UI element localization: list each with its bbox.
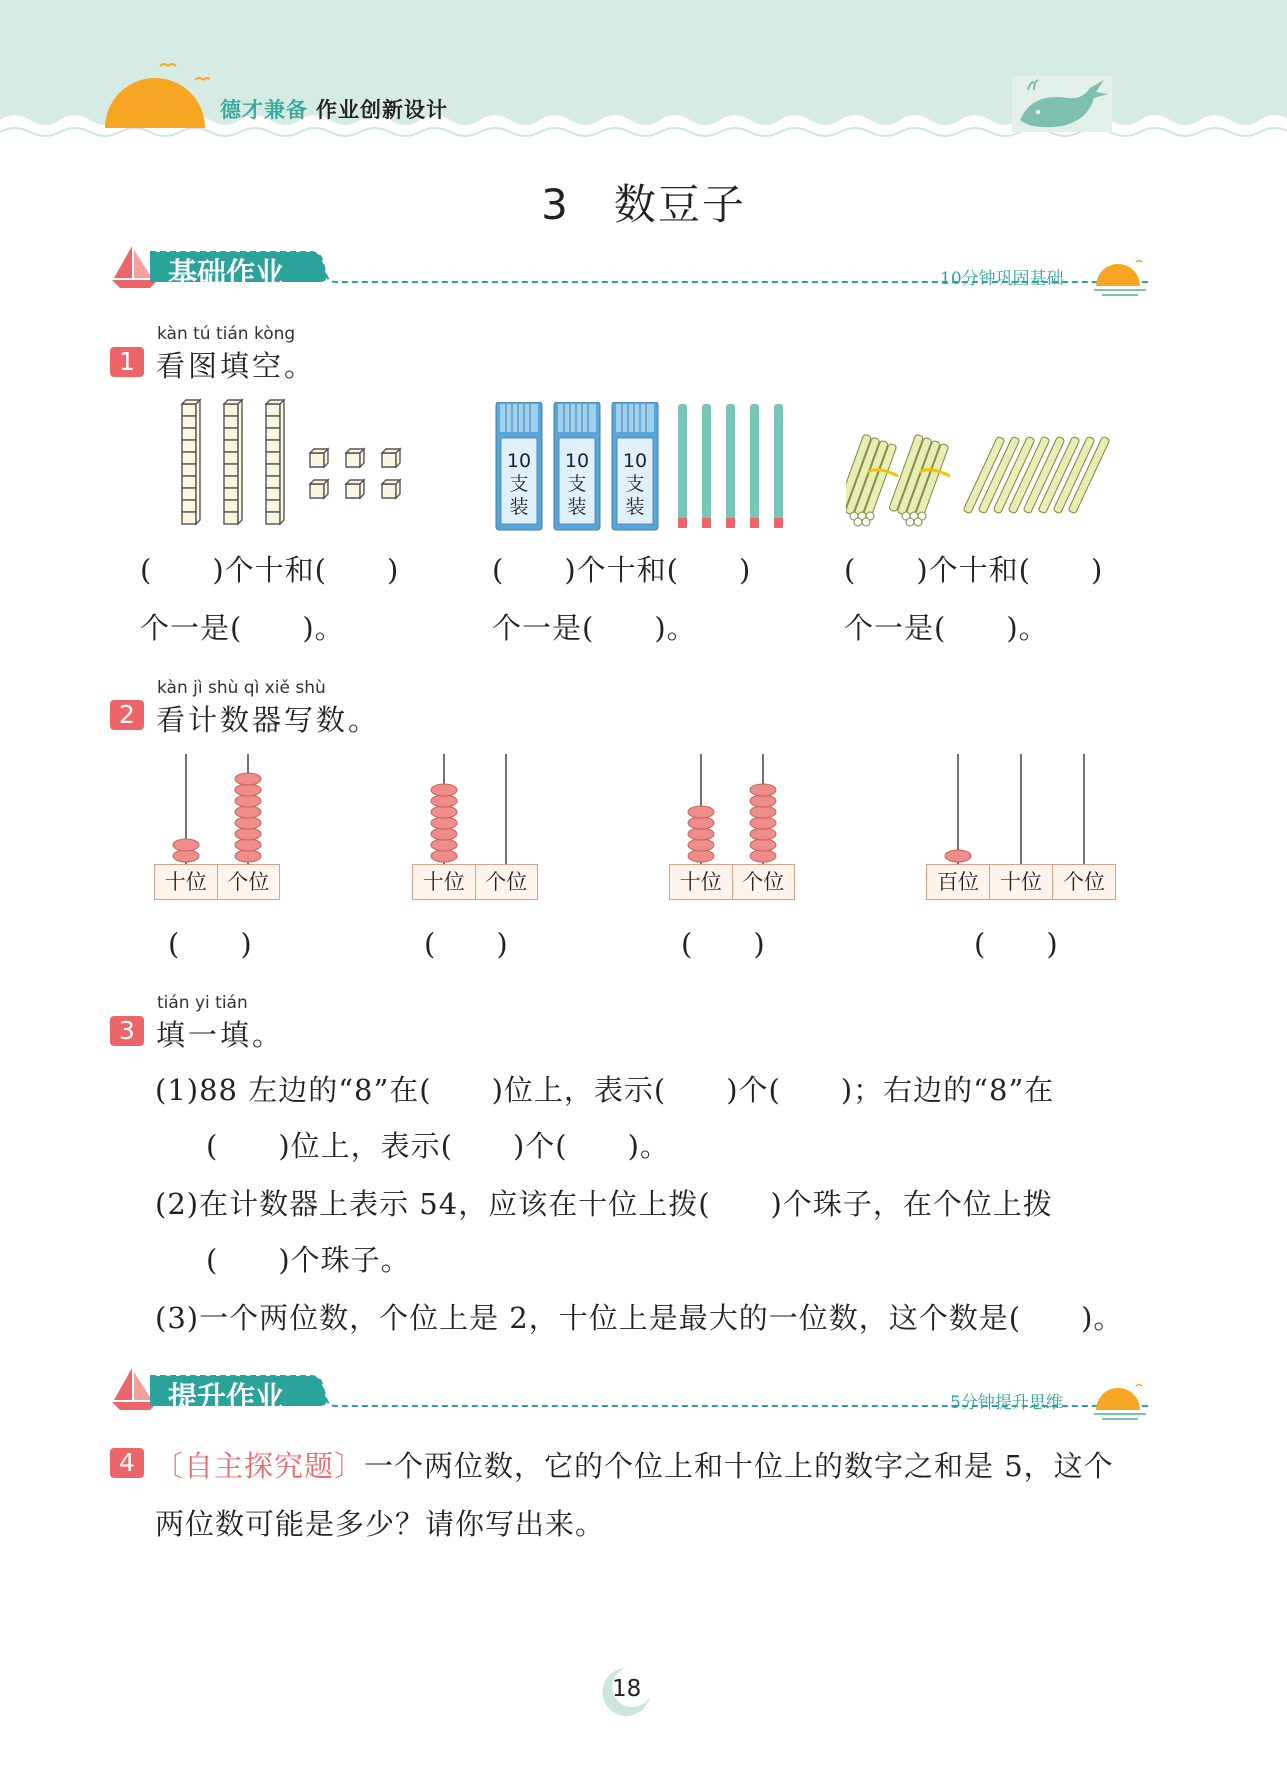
abacus-bead — [750, 850, 776, 862]
q1-base-ten-blocks — [174, 398, 414, 528]
abacus-bead — [750, 806, 776, 818]
abacus-bead — [750, 784, 776, 796]
q3-pinyin: tián yi tián — [157, 993, 248, 1013]
q4-text-1: 一个两位数，它的个位上和十位上的数字之和是 5，这个 — [364, 1449, 1114, 1483]
abacus-bead — [235, 784, 261, 796]
rod-unit — [224, 488, 238, 500]
q2-number-badge: 2 — [110, 700, 144, 730]
rod-unit — [224, 464, 238, 476]
label-hundreds: 百位 — [927, 865, 990, 899]
abacus-3 — [669, 752, 795, 902]
q3-part3-line1[interactable]: (3)一个两位数，个位上是 2，十位上是最大的一位数，这个数是( )。 — [155, 1301, 1124, 1335]
pack-label: 10 支 装 — [506, 450, 532, 518]
label-tens: 十位 — [155, 865, 218, 899]
q1-pinyin: kàn tú tián kòng — [157, 324, 296, 344]
abacus-bead — [431, 828, 457, 840]
rod-unit — [266, 440, 280, 452]
page-number: 18 — [612, 1676, 642, 1702]
q4-tag: 〔自主探究题〕 — [154, 1449, 365, 1483]
q2-answer-2[interactable]: ( ) — [424, 927, 509, 961]
q1-blank-3a[interactable]: ( )个十和( ) — [844, 553, 1104, 587]
abacus-bead — [945, 850, 971, 862]
abacus-rods — [669, 752, 795, 864]
brand-dark: 作业创新设计 — [316, 98, 448, 122]
rod-unit — [182, 464, 196, 476]
rod-unit — [182, 452, 196, 464]
abacus-bead — [173, 850, 199, 862]
rod-unit — [266, 488, 280, 500]
q1-blank-1b[interactable]: 个一是( )。 — [140, 611, 345, 645]
sun-logo-icon — [100, 58, 210, 130]
rod-unit — [182, 512, 196, 524]
abacus-bead — [431, 850, 457, 862]
rod-unit — [224, 440, 238, 452]
rod-unit — [182, 428, 196, 440]
abacus-rods — [926, 752, 1116, 864]
q3-part1-line2[interactable]: ( )位上，表示( )个( )。 — [206, 1129, 670, 1163]
abacus-bead — [431, 817, 457, 829]
abacus-bead — [750, 795, 776, 807]
abacus-bead — [235, 795, 261, 807]
rod-unit — [266, 416, 280, 428]
label-ones: 个位 — [1063, 870, 1105, 894]
rod-unit — [224, 512, 238, 524]
abacus-bead — [431, 839, 457, 851]
rod-unit — [182, 476, 196, 488]
rod-unit — [182, 440, 196, 452]
abacus-bead — [688, 839, 714, 851]
brand-green: 德才兼备 — [220, 98, 308, 122]
q3-part1-line1[interactable]: (1)88 左边的“8”在( )位上，表示( )个( )；右边的“8”在 — [155, 1073, 1055, 1107]
rod-unit — [182, 500, 196, 512]
q3-title: 填一填。 — [156, 1018, 285, 1052]
q3-number-badge: 3 — [110, 1016, 144, 1046]
q1-blank-1a[interactable]: ( )个十和( ) — [140, 553, 400, 587]
abacus-bead — [750, 817, 776, 829]
abacus-rods — [412, 752, 538, 864]
abacus-4 — [926, 752, 1116, 902]
rod-unit — [266, 428, 280, 440]
small-sun-icon — [1092, 1380, 1148, 1424]
abacus-bead — [235, 806, 261, 818]
section-advanced-title: 提升作业 — [168, 1380, 285, 1414]
abacus-1 — [154, 752, 280, 902]
label-ones: 个位 — [742, 870, 785, 894]
rod-unit — [224, 404, 238, 416]
rod-unit — [182, 488, 196, 500]
whale-icon — [1012, 76, 1112, 132]
q4-line2: 两位数可能是多少？请你写出来。 — [155, 1507, 606, 1541]
rod-unit — [182, 404, 196, 416]
abacus-bead — [235, 817, 261, 829]
rod-unit — [224, 416, 238, 428]
abacus-bead — [688, 850, 714, 862]
rod-unit — [266, 512, 280, 524]
abacus-bead — [688, 806, 714, 818]
q2-title: 看计数器写数。 — [156, 703, 381, 737]
abacus-bead — [688, 817, 714, 829]
label-ones: 个位 — [485, 870, 528, 894]
abacus-bead — [235, 828, 261, 840]
q1-blank-2b[interactable]: 个一是( )。 — [492, 611, 697, 645]
rod-unit — [266, 464, 280, 476]
q1-number-badge: 1 — [110, 347, 144, 377]
q1-title: 看图填空。 — [156, 349, 317, 383]
q2-answer-3[interactable]: ( ) — [681, 927, 766, 961]
label-tens: 十位 — [670, 865, 733, 899]
section-basic-subtitle: 10分钟巩固基础 — [940, 269, 1064, 289]
rod-unit — [224, 500, 238, 512]
abacus-2 — [412, 752, 538, 902]
q1-stick-bundles — [846, 432, 1116, 528]
label-tens: 十位 — [413, 865, 476, 899]
abacus-bead — [431, 806, 457, 818]
abacus-bead — [431, 784, 457, 796]
label-ones: 个位 — [227, 870, 270, 894]
q4-line1 — [154, 1444, 1114, 1485]
small-sun-icon — [1092, 256, 1148, 300]
q1-blank-2a[interactable]: ( )个十和( ) — [492, 553, 752, 587]
unit-cube — [346, 480, 364, 498]
rod-unit — [224, 476, 238, 488]
page-title: 3 数豆子 — [541, 180, 746, 229]
section-basic-title: 基础作业 — [168, 256, 285, 290]
q2-answer-4[interactable]: ( ) — [974, 927, 1059, 961]
abacus-bead — [173, 839, 199, 851]
q1-stick-packs — [494, 402, 794, 534]
unit-cube — [346, 449, 364, 467]
pack-label: 10 支 装 — [564, 450, 590, 518]
rod-unit — [266, 404, 280, 416]
unit-cube — [382, 449, 400, 467]
abacus-rods — [154, 752, 280, 864]
q3-part2-line2[interactable]: ( )个珠子。 — [206, 1243, 411, 1277]
abacus-bead — [235, 773, 261, 785]
rod-unit — [266, 452, 280, 464]
section-advanced-subtitle: 5分钟提升思维 — [950, 1393, 1063, 1413]
rod-unit — [224, 452, 238, 464]
rod-unit — [224, 428, 238, 440]
q1-blank-3b[interactable]: 个一是( )。 — [844, 611, 1049, 645]
abacus-bead — [750, 828, 776, 840]
unit-cube — [310, 449, 328, 467]
abacus-bead — [750, 839, 776, 851]
q2-answer-1[interactable]: ( ) — [168, 927, 253, 961]
unit-cube — [382, 480, 400, 498]
label-tens: 十位 — [990, 865, 1053, 899]
q4-number-badge: 4 — [110, 1448, 144, 1478]
pack-label: 10 支 装 — [622, 450, 648, 518]
rod-unit — [182, 416, 196, 428]
rod-unit — [266, 476, 280, 488]
abacus-bead — [235, 839, 261, 851]
brand-text — [220, 94, 448, 124]
abacus-bead — [235, 850, 261, 862]
single-sticks — [678, 404, 783, 528]
rod-unit — [266, 500, 280, 512]
unit-cube — [310, 480, 328, 498]
abacus-bead — [431, 795, 457, 807]
q3-part2-line1[interactable]: (2)在计数器上表示 54，应该在十位上拨( )个珠子，在个位上拨 — [155, 1187, 1053, 1221]
q2-pinyin: kàn jì shù qì xiě shù — [157, 678, 326, 698]
abacus-bead — [688, 828, 714, 840]
